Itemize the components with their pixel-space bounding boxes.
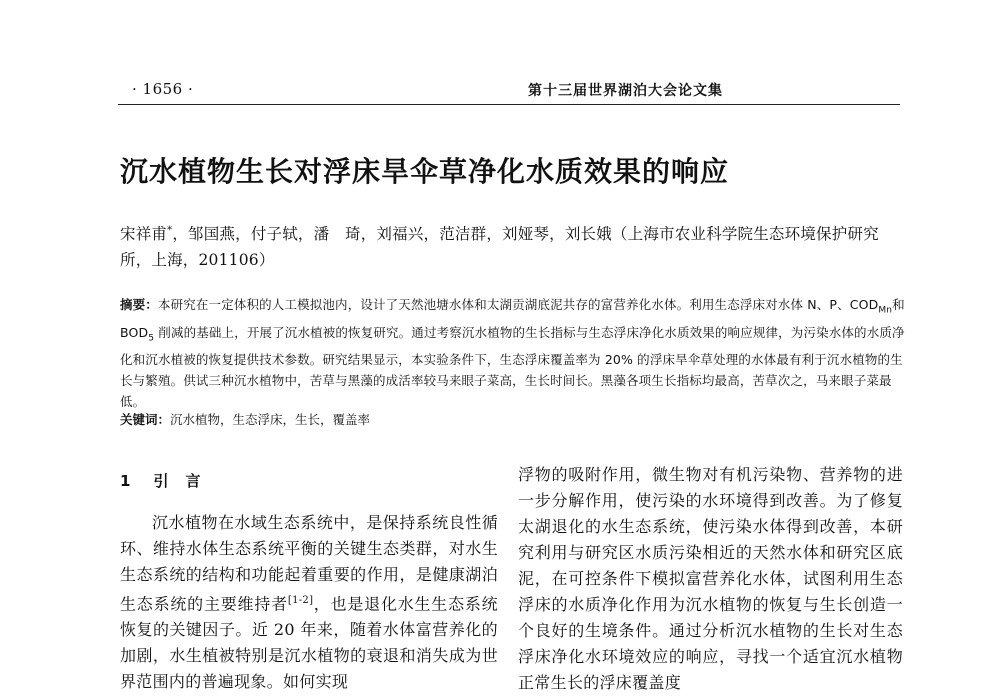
citation: [1-2]: [287, 595, 314, 606]
corresponding-mark: *: [167, 225, 173, 236]
page-number: · 1656 ·: [132, 80, 194, 98]
other-authors: ，邹国燕，付子轼，潘 琦，刘福兴，范洁群，刘娅琴，刘长娥（上海市农业科学院生态环境保护研究所，上海，201106）: [120, 225, 879, 270]
section-number: 1: [120, 472, 132, 490]
keywords-label: 关键词：: [120, 412, 171, 427]
right-paragraph: 浮物的吸附作用，微生物对有机污染物、营养物的进一步分解作用，使污染的水环境得到改善。为了修复太湖退化的水生态系统，使污染水体得到改善，本研究利用与研究区水质污染相近的天然水体和研究区底泥，在可控条件下模拟富营养化水体，试图利用生态浮床的水质净化作用为沉水植物的恢复与生长创造一个良好的生境条件。通过分析沉水植物的生长对生态浮床净化水环境效应的响应，寻找一个适宜沉水植物正常生长的浮床覆盖度: [518, 465, 903, 692]
section-title: 引 言: [153, 472, 202, 490]
journal-title: 第十三届世界湖泊大会论文集: [528, 83, 723, 99]
first-author: 宋祥甫: [120, 225, 168, 244]
abstract-label: 摘要：: [120, 297, 158, 312]
running-header: [118, 76, 900, 106]
intro-text-2: ，也是退化水生生态系统恢复的关键因子。近 20 年来，随着水体富营养化的加剧，水生植被特别是沉水植物的衰退和消失成为世界范围内的普遍现象。如何实现: [120, 594, 498, 692]
abstract-text-2: 和 BOD: [120, 297, 905, 340]
intro-text-1: 沉水植物在水域生态系统中，是保持系统良性循环、维持水体生态系统平衡的关键生态类群，对水生生态系统的结构和功能起着重要的作用，是健康湖泊生态系统的主要维持者: [120, 513, 498, 614]
section-heading: [120, 468, 498, 494]
paper-title: 沉水植物生长对浮床旱伞草净化水质效果的响应: [120, 155, 730, 188]
abstract-text: 本研究在一定体积的人工模拟池内，设计了天然池塘水体和太湖贡湖底泥共存的富营养化水体。利用生态浮床对水体 N、P、COD: [157, 297, 879, 312]
abstract-sub-mn: Mn: [878, 305, 893, 316]
author-line: [120, 218, 905, 273]
keywords: [120, 410, 905, 428]
keywords-text: 沉水植物，生态浮床，生长，覆盖率: [170, 412, 371, 427]
left-column: [120, 468, 498, 695]
header-rule: [118, 104, 900, 105]
right-column: [518, 462, 903, 696]
abstract: [120, 294, 905, 412]
abstract-sub-5: 5: [148, 333, 155, 343]
abstract-text-3: 削减的基础上，开展了沉水植被的恢复研究。通过考察沉水植物的生长指标与生态浮床净化水质效果的响应规律，为污染水体的水质净化和沉水植被的恢复提供技术参数。研究结果显示，本实验条件下，生态浮床覆盖率为 20% 的浮床旱伞草处理的水体最有利于沉水植物的生长与繁殖。供试三种沉水植物中，苦草与黑藻的成活率较马来眼子菜高，生长时间长。黑藻各项生长指标均最高，苦草次之，马来眼子菜最低。: [120, 324, 905, 409]
intro-paragraph: [120, 510, 498, 695]
